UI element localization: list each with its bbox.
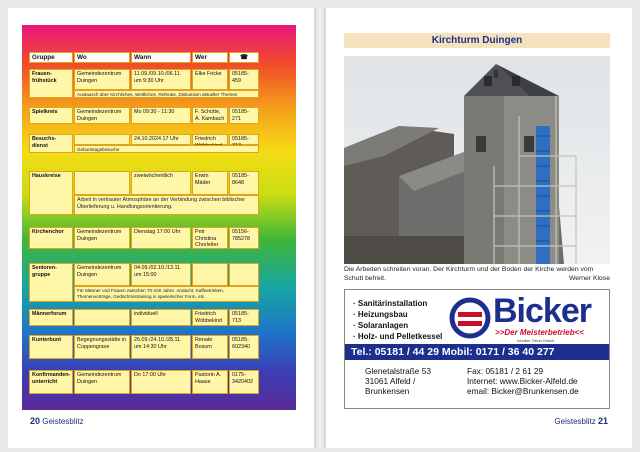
photo-credit: Werner Klose [568,274,610,282]
service-item: · Holz- und Pelletkessel [353,331,442,342]
address-line: Glenetalstraße 53 [365,366,431,376]
cell-wo: Gemeindezentrum Duingen [74,370,130,394]
brand-name: Bicker [493,292,591,330]
cell-gruppe: Kirchenchor [29,227,73,249]
header-wann: Wann [131,52,191,63]
header-wo: Wo [74,52,130,63]
service-item: · Sanitärinstallation [353,298,442,309]
footer-left [30,416,84,426]
cell-wer: Elke Fricke [192,69,228,90]
cell-gruppe: Männerforum [29,309,73,326]
cell-tel: 05185-271 [229,107,259,124]
cell-gruppe: Frauen-frühstück [29,69,73,98]
address-block [365,366,431,396]
cell-wann: individuell [131,309,191,326]
cell-wer: F. Schütte, A. Kambach [192,107,228,124]
owner-text: Inhaber Oliver Kirsch [517,338,555,343]
cell-wo [74,309,130,326]
address-line: 31061 Alfeld / [365,376,416,386]
phone-bar: Tel.: 05181 / 44 29 Mobil: 0171 / 36 40 277 [345,344,609,360]
cell-wann: 24.10.2024 17 Uhr [131,134,191,145]
header-wer: Wer [192,52,228,63]
table-row [29,134,288,153]
cell-wann: 26.09./24.10./28.11. um 14:30 Uhr [131,335,191,359]
cell-wer: Friedrich [192,134,228,145]
header-gruppe: Gruppe [29,52,73,63]
cell-note: Austausch über Kirchliches, Weltliches, Referate, Diskussion aktueller Themen [74,90,259,98]
cell-tel [229,263,259,286]
cell-gruppe: Hauskreise [29,171,73,215]
cell-wo: Begegnungsstätte in Coppengrave [74,335,130,359]
bicker-logo-icon [450,294,490,342]
cell-tel: 05185- [229,134,259,145]
table-row [29,309,288,326]
table-row [29,171,288,215]
cell-gruppe: Spielkreis [29,107,73,124]
table-row [29,69,288,98]
cell-wo: Gemeindezentrum Duingen [74,107,130,124]
page-gutter [314,8,326,448]
cell-tel: 05156-785278 [229,227,259,249]
cell-gruppe: Besuchs-dienst [29,134,73,153]
cell-wer: Friedrich Wöbbekind [192,309,228,326]
cell-wann: Dienstag 17:00 Uhr [131,227,191,249]
bicker-advertisement [344,289,610,409]
table-row [29,227,288,249]
cell-gruppe: Kunterbunt [29,335,73,359]
cell-note: Geburtstagsbesuche [74,145,259,153]
table-row [29,263,288,302]
groups-table [22,25,296,410]
cell-tel: 05185-459 [229,69,259,90]
brand-tagline: >>Der Meisterbetrieb<< [495,328,584,337]
cell-wann: zweiwöchentlich [131,171,191,195]
cell-tel: 05185-8648 [229,171,259,195]
page-number-left: 20 [30,416,41,426]
table-row [29,107,288,124]
cell-tel: 05185-602340 [229,335,259,359]
cell-wo [74,171,130,195]
caption-text: Die Arbeiten schreiten voran. Der Kirchturm und der Boden der Kirche werden vom Schutt befreit. [344,266,594,282]
service-item: · Heizungsbau [353,309,442,320]
footer-right [554,416,608,426]
cell-wo [74,134,130,145]
cell-tel: 0175-3420402 [229,370,259,394]
cell-wer: Pastorin A. Haase [192,370,228,394]
tagline-text: Der Meisterbetrieb [504,328,575,337]
services-list [353,298,442,342]
cell-wo: Gemeindezentrum Duingen [74,227,130,249]
cell-note: Für Männer und Frauen zwischen 70-100 Jahre. Andacht, Kaffeetrinken, Themenvorträge, Gedächtnistraining in spielerischer Form, etc. [74,286,259,302]
cell-gruppe: Konfirmanden-unterricht [29,370,73,394]
cell-wer [192,263,228,286]
table-row [29,335,288,359]
photo-caption [344,266,610,283]
cell-tel: 05185-713 [229,309,259,326]
magazine-name-right: Geistesblitz [554,417,596,426]
cell-note: Arbeit in vertrauter Atmosphäre an der Verbindung zwischen biblischer Überlieferung u. Handlungsorientierung. [74,195,259,215]
cell-wann: 11.09./09.10./06.11. um 9:30 Uhr [131,69,191,90]
fax-line: Fax: 05181 / 2 61 29 [467,366,544,376]
email-line: email: Bicker@Brunkensen.de [467,386,579,396]
cell-wo: Gemeindezentrum Duingen [74,69,130,90]
article-title: Kirchturm Duingen [344,33,610,48]
cell-wann: 04.09./02.10./13.11. um 15:00 [131,263,191,286]
internet-line: Internet: www.Bicker-Alfeld.de [467,376,578,386]
table-header-row [29,52,288,63]
service-item: · Solaranlagen [353,320,442,331]
table-row [29,370,288,394]
address-line: Brunkensen [365,386,410,396]
contact-block [467,366,579,396]
church-tower-photo [344,56,610,264]
cell-wer: Renate Bosum [192,335,228,359]
cell-wer: Petr Christina Chorleiter [192,227,228,249]
cell-wo: Gemeindezentrum Duingen [74,263,130,286]
phone-icon: ☎ [229,52,259,63]
cell-gruppe: Senioren-gruppe [29,263,73,302]
cell-wann: Do 17:00 Uhr [131,370,191,394]
cell-wann: Mo 09:30 - 11:30 [131,107,191,124]
cell-wer: Erwin Mäder [192,171,228,195]
page-number-right: 21 [597,416,608,426]
magazine-name-left: Geistesblitz [42,417,84,426]
